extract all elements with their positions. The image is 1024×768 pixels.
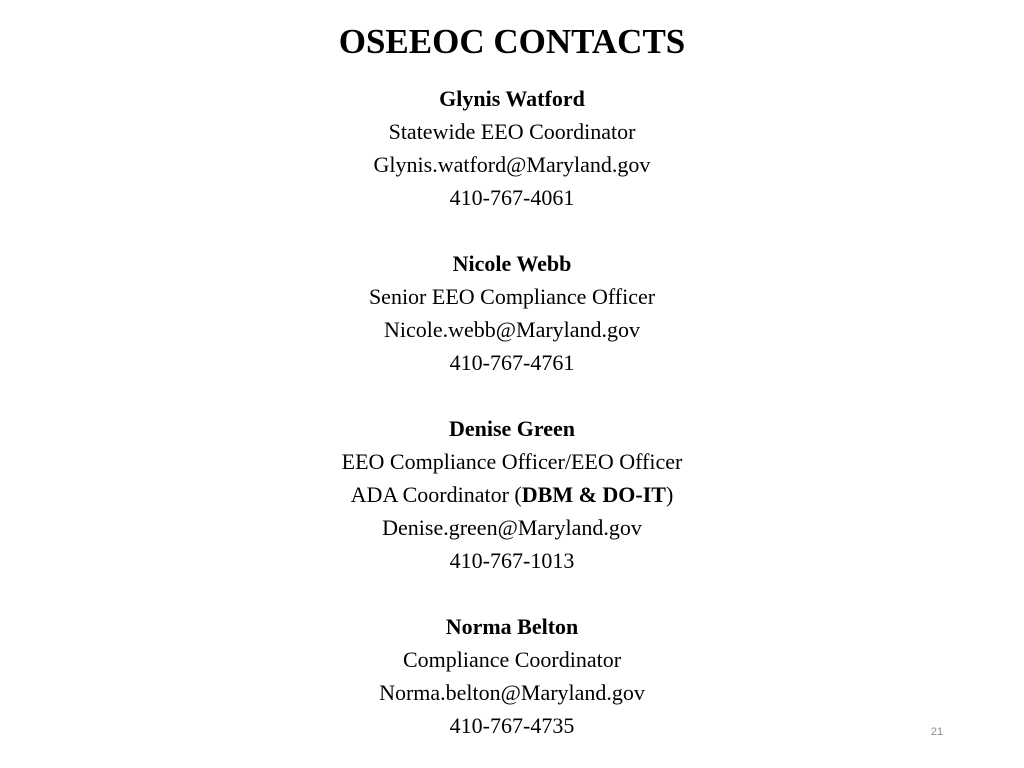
contact-role: Statewide EEO Coordinator [388,119,636,144]
contact-phone: 410-767-4735 [449,713,575,738]
contact-email: Denise.green@Maryland.gov [382,515,642,540]
contact-name: Norma Belton [445,614,579,639]
contact-name: Glynis Watford [439,86,585,111]
contact-email: Norma.belton@Maryland.gov [379,680,645,705]
page-number: 21 [930,726,944,738]
contact-name: Denise Green [448,416,576,441]
contact-phone: 410-767-4761 [449,350,575,375]
contact-role: EEO Compliance Officer/EEO Officer [341,449,683,474]
contact-card [0,247,1024,379]
contact-email: Glynis.watford@Maryland.gov [373,152,651,177]
contact-card [0,412,1024,577]
contact-role-secondary-prefix: ADA Coordinator ( [350,482,522,507]
contact-role-secondary-suffix: ) [665,482,674,507]
contact-card [0,610,1024,742]
contact-spacer [0,379,1024,412]
contact-spacer [0,577,1024,610]
contact-spacer [0,214,1024,247]
contact-role: Senior EEO Compliance Officer [368,284,656,309]
contact-role-secondary-org: DBM & DO-IT [521,482,666,507]
contact-role: Compliance Coordinator [402,647,622,672]
contact-card [0,82,1024,214]
contact-phone: 410-767-4061 [449,185,575,210]
contact-email: Nicole.webb@Maryland.gov [383,317,641,342]
contact-name: Nicole Webb [452,251,572,276]
contact-phone: 410-767-1013 [449,548,575,573]
contacts-list [0,82,1024,742]
contact-role-secondary [0,478,1024,511]
page-title: OSEEOC CONTACTS [338,22,686,61]
